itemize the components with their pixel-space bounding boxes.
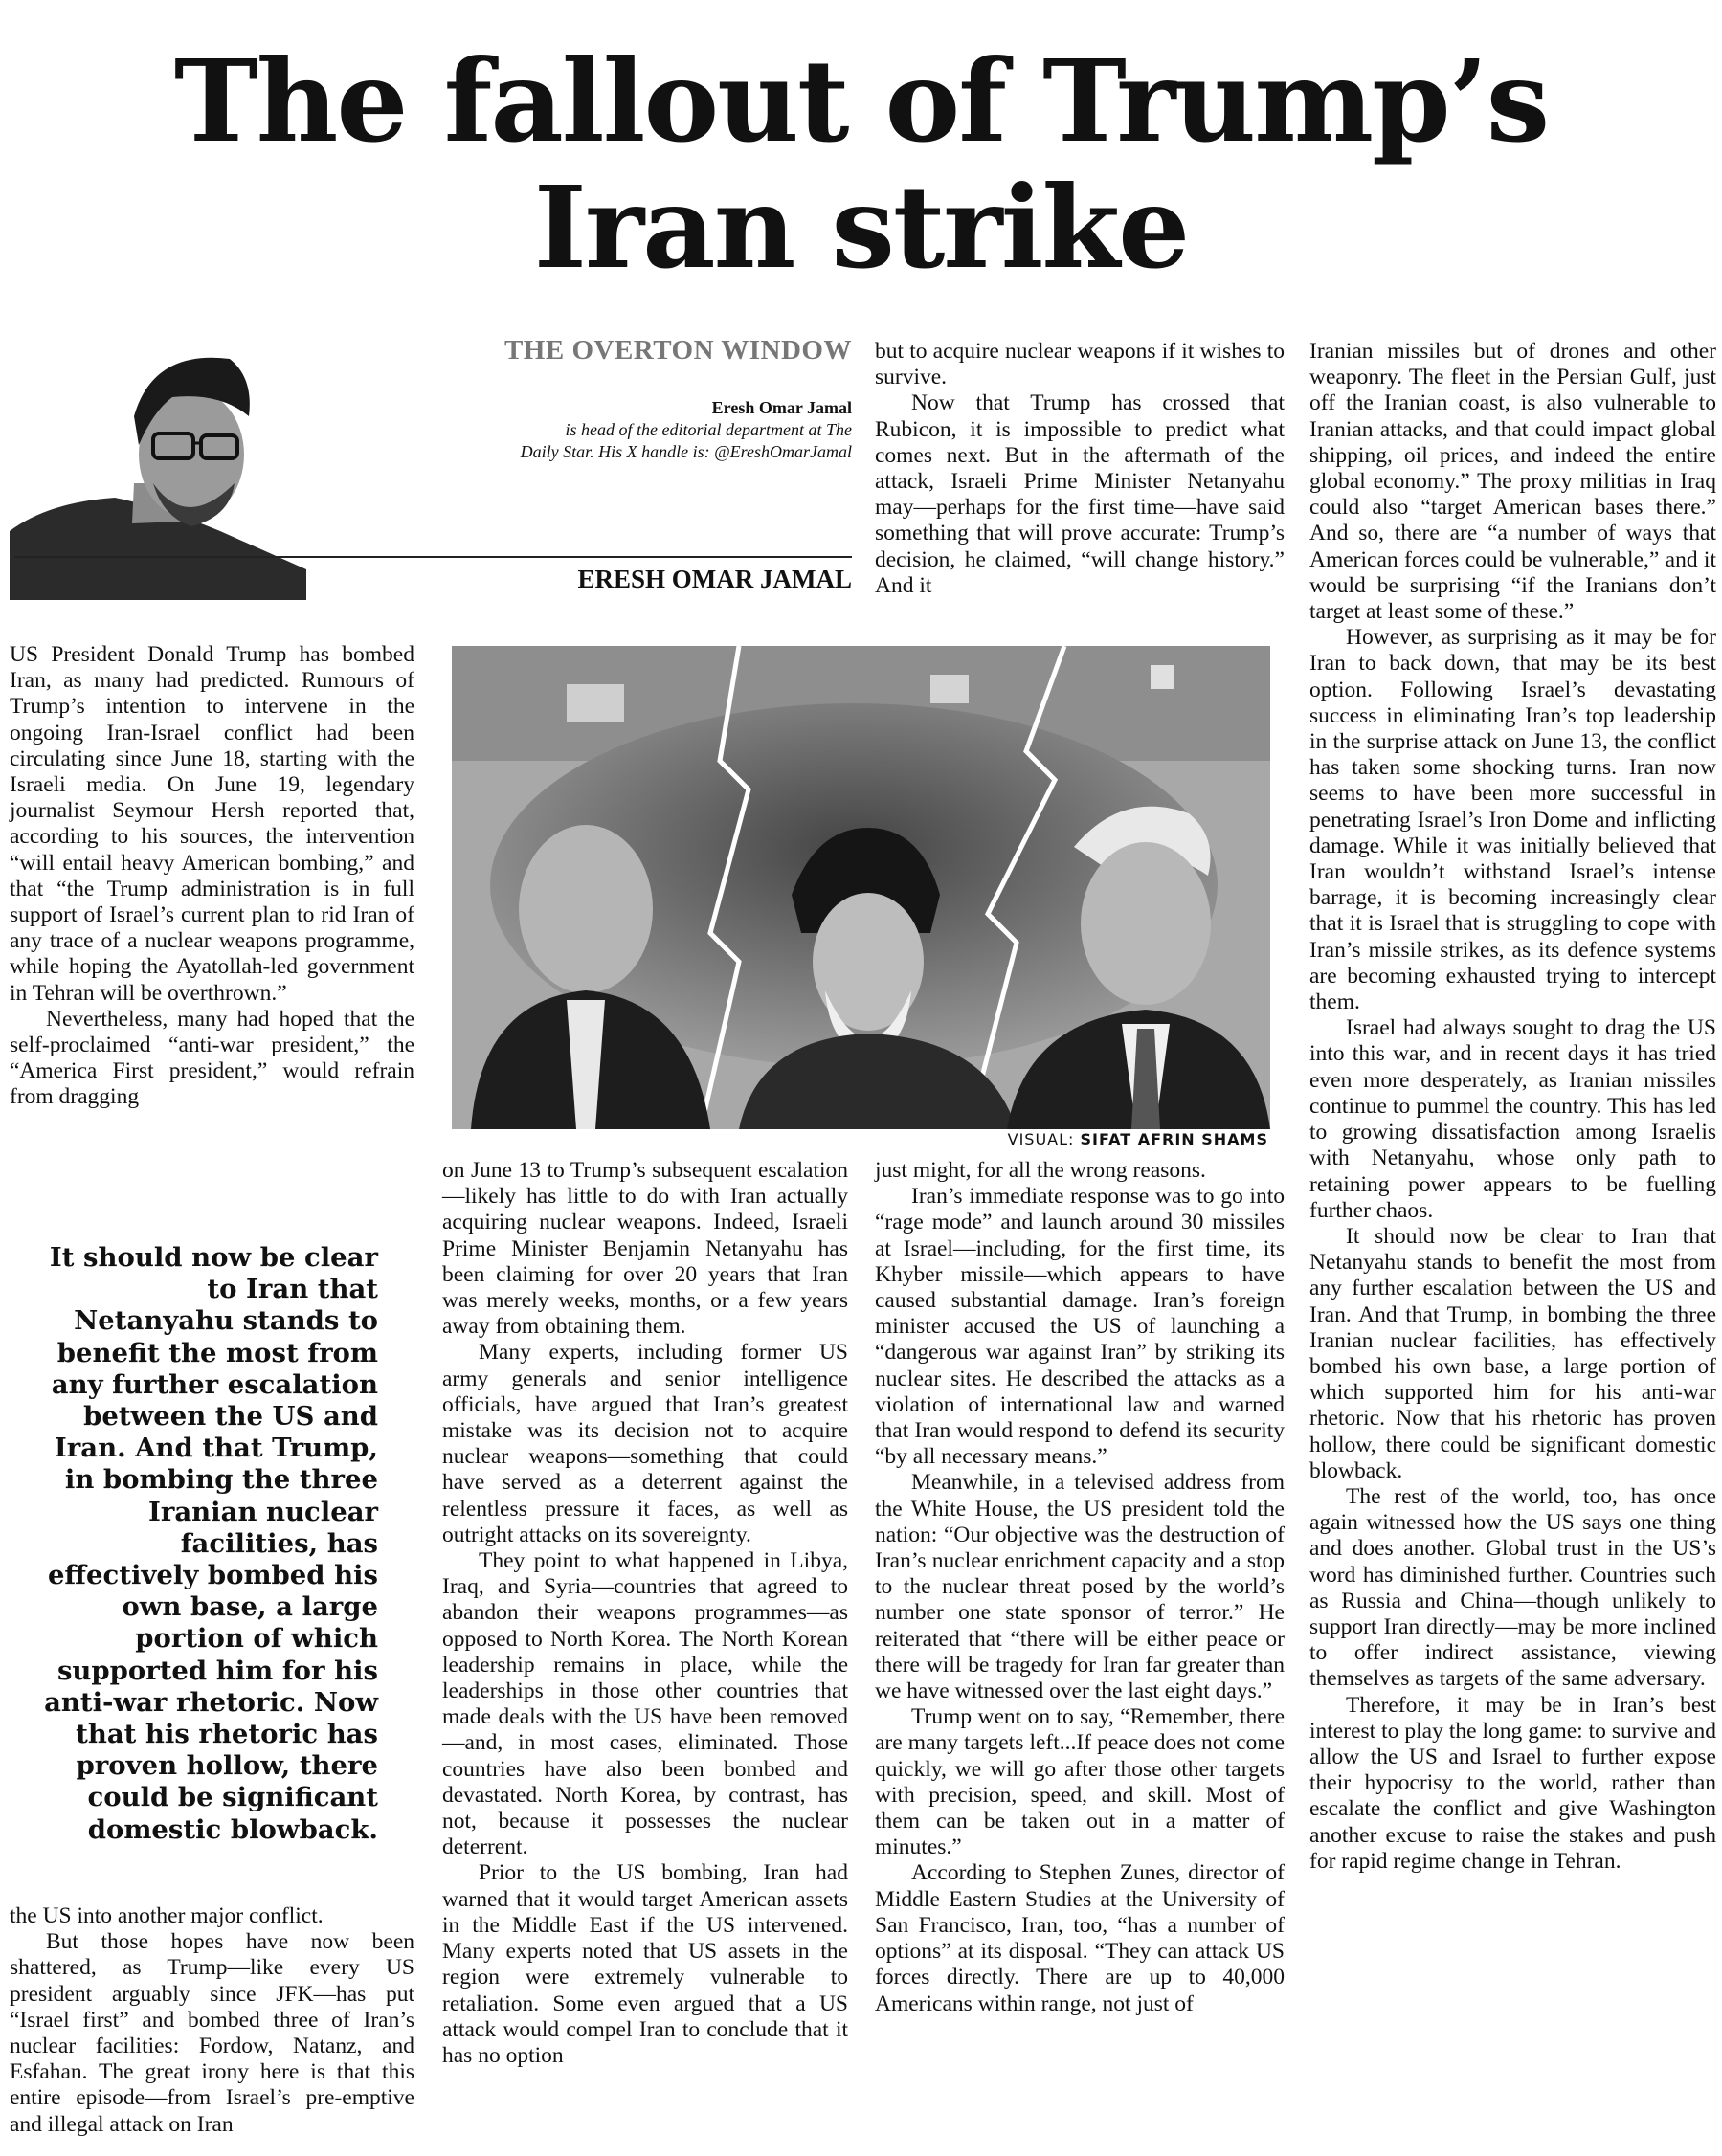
paragraph: However, as surprising as it may be for Iran to back down, that may be its best option. Following Israel’s devastating success in eliminating Iran’s top leadership in the surprise attack on June 13, the conflict has taken some shocking turns. Iran now seems to have been more successful in penetrating Israel’s Iron Dome and inflicting damage. While it was initially believed that Iran wouldn’t withstand Israel’s intense barrage, it is becoming increasingly clear that it is Israel that is struggling to cope with Iran’s missile strikes, as its defence systems are becoming exhausted trying to intercept them.	[1309, 625, 1716, 1015]
paragraph: According to Stephen Zunes, director of Middle Eastern Studies at the University of San Francisco, Iran, too, “has a number of options” at its disposal. “They can attack US forces directly. There are up to 40,000 Americans within range, not just of	[875, 1860, 1285, 2016]
author-bio-name: Eresh Omar Jamal	[711, 398, 852, 417]
pull-quote: It should now be clear to Iran that Netanyahu stands to benefit the most from any further escalation between the US and Iran. And that Trump, in bombing the three Iranian nuclear facilities, has effectively bombed his own base, a large portion of which supported him for his anti-war rhetoric. Now that his rhetoric has proven hollow, there could be significant domestic blowback.	[44, 1242, 378, 1845]
column-4	[1309, 339, 1716, 1875]
paragraph: but to acquire nuclear weapons if it wishes to survive.	[875, 339, 1285, 390]
paragraph: on June 13 to Trump’s subsequent escalation—likely has little to do with Iran actually acquiring nuclear weapons. Indeed, Israeli Prime Minister Benjamin Netanyahu has been claiming for over 20 years that Iran was merely weeks, months, or a few years away from obtaining them.	[442, 1158, 848, 1340]
paragraph: just might, for all the wrong reasons.	[875, 1158, 1206, 1183]
paragraph: Iran’s immediate response was to go into “rage mode” and launch around 30 missiles at Israel—including, for the first time, its Khyber missile—which appears to have caused substantial damage. Iran’s foreign minister accused the US of launching a “dangerous war against Iran” by striking its nuclear sites. He described the attacks as a violation of international law and warned that Iran would respond to defend its security “by all necessary means.”	[875, 1184, 1285, 1470]
column-3-bottom	[875, 1158, 1285, 2017]
author-byline: ERESH OMAR JAMAL	[577, 565, 852, 593]
headline-line-1: The fallout of Trump’s	[173, 34, 1549, 167]
byline-rule	[14, 556, 852, 558]
paragraph: They point to what happened in Libya, Iraq, and Syria—countries that agreed to abandon their weapons programmes—as opposed to North Korea. The North Korean leadership remains in place, while the leaderships in those other countries that made deals with the US have been removed—and, in most cases, eliminated. Those countries have also been bombed and devastated. North Korea, by contrast, has not, because it possesses the nuclear deterrent.	[442, 1548, 848, 1860]
paragraph: Israel had always sought to drag the US into this war, and in recent days it has tried even more desperately, as Iranian missiles continue to pummel the country. This has led to growing dissatisfaction among Israelis with Netanyahu, whose only path to retaining power appears to be fuelling further chaos.	[1309, 1015, 1716, 1223]
paragraph: Many experts, including former US army generals and senior intelligence officials, have argued that Iran’s greatest mistake was its decision not to acquire nuclear weapons—something that could have served as a deterrent against the relentless pressure it faces, as well as outright attacks on its sovereignty.	[442, 1340, 848, 1547]
paragraph: Therefore, it may be in Iran’s best interest to play the long game: to survive and allow the US and Israel to further expose their hypocrisy to the world, rather than escalate the conflict and give Washington another excuse to raise the stakes and push for rapid regime change in Tehran.	[1309, 1692, 1716, 1874]
author-bio-line-2: Daily Star. His X handle is: @EreshOmarJamal	[520, 442, 852, 461]
paragraph: the US into another major conflict.	[10, 1903, 324, 1928]
visual-credit-label: VISUAL:	[1007, 1130, 1081, 1148]
paragraph: Prior to the US bombing, Iran had warned that it would target American assets in the Middle East if the US intervened. Many experts noted that US assets in the region were extremely vulnerable to retaliation. Some even argued that a US attack would compel Iran to conclude that it has no option	[442, 1860, 848, 2068]
paragraph: Meanwhile, in a televised address from the White House, the US president told the nation: “Our objective was the destruction of Iran’s nuclear enrichment capacity and a stop to the nuclear threat posed by the world’s number one state sponsor of terror.” He reiterated that “there will be either peace or there will be tragedy for Iran far greater than we have witnessed over the last eight days.”	[875, 1470, 1285, 1704]
paragraph: Nevertheless, many had hoped that the self-proclaimed “anti-war president,” the “America First president,” would refrain from dragging	[10, 1006, 414, 1110]
column-3-top	[875, 339, 1285, 599]
headline	[0, 34, 1722, 294]
column-1-bottom	[10, 1903, 414, 2138]
column-1-top	[10, 642, 414, 1111]
author-bio-line-1: is head of the editorial department at The	[565, 420, 852, 439]
paragraph: US President Donald Trump has bombed Iran, as many had predicted. Rumours of Trump’s intention to intervene in the ongoing Iran-Israel conflict had been circulating since June 18, starting with the Israeli media. On June 19, legendary journalist Seymour Hersh reported that, according to his sources, the intervention “will entail heavy American bombing,” and that “the Trump administration is in full support of Israel’s current plan to rid Iran of any trace of a nuclear weapons programme, while hoping the Ayatollah-led government in Tehran will be overthrown.”	[10, 642, 414, 1006]
column-2	[442, 1158, 848, 2069]
column-kicker: THE OVERTON WINDOW	[503, 335, 852, 366]
main-illustration	[452, 646, 1270, 1129]
paragraph: Now that Trump has crossed that Rubicon, it is impossible to predict what comes next. But in the aftermath of the attack, Israeli Prime Minister Netanyahu may—perhaps for the first time—have said something that will prove accurate: Trump’s decision, he claimed, “will change history.” And it	[875, 390, 1285, 598]
headline-line-2: Iran strike	[533, 161, 1189, 294]
visual-credit	[861, 1130, 1268, 1148]
paragraph: The rest of the world, too, has once again witnessed how the US says one thing and does another. Global trust in the US’s word has diminished further. Countries such as Russia and China—though unlikely to support Iran directly—may be more inclined to offer indirect assistance, viewing themselves as targets of the same adversary.	[1309, 1483, 1716, 1692]
paragraph: Trump went on to say, “Remember, there are many targets left...If peace does not come quickly, we will go after those other targets with precision, speed, and skill. Most of them can be taken out in a matter of minutes.”	[875, 1704, 1285, 1860]
paragraph: But those hopes have now been shattered, as Trump—like every US president arguably since JFK—has put “Israel first” and bombed three of Iran’s nuclear facilities: Fordow, Natanz, and Esfahan. The great irony here is that this entire episode—from Israel’s pre-emptive and illegal attack on Iran	[10, 1929, 414, 2137]
paragraph: Iranian missiles but of drones and other weaponry. The fleet in the Persian Gulf, just off the Iranian coast, is also vulnerable to Iranian attacks, and that could impact global shipping, oil prices, and indeed the entire global economy.” The proxy militias in Iraq could also “target American bases there.” And so, there are “a number of ways that American forces could be vulnerable,” and it would be surprising “if the Iranians don’t target at least some of these.”	[1309, 339, 1716, 625]
author-bio	[421, 419, 852, 463]
paragraph: It should now be clear to Iran that Netanyahu stands to benefit the most from any further escalation between the US and Iran. And that Trump, in bombing the three Iranian nuclear facilities, has effectively bombed his own base, a large portion of which supported him for his anti-war rhetoric. Now that his rhetoric has proven hollow, there could be significant domestic blowback.	[1309, 1223, 1716, 1483]
visual-credit-name: SIFAT AFRIN SHAMS	[1080, 1130, 1268, 1148]
author-photo	[10, 340, 306, 600]
